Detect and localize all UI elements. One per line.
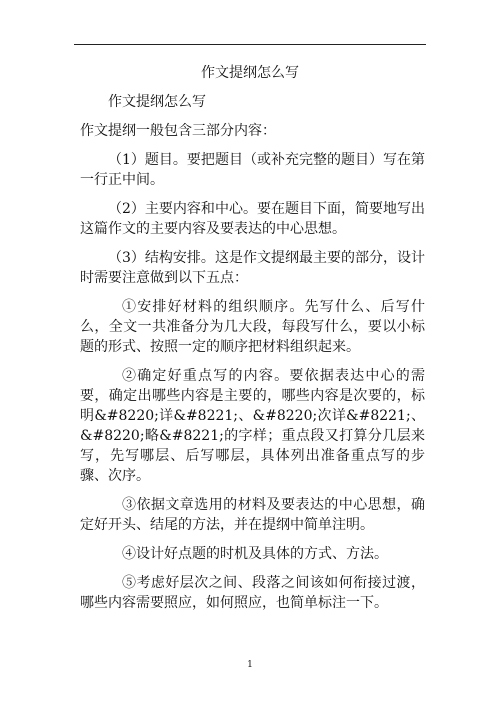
paragraph-intro: 作文提纲一般包含三部分内容： [80, 123, 276, 139]
paragraph-subpoint-4: ④设计好点题的时机及具体的方式、方法。 [122, 546, 388, 562]
paragraph-point-2: （2）主要内容和中心。要在题目下面，简要地写出这篇作文的主要内容及要表达的中心思想。 [80, 201, 425, 237]
header-rule [74, 44, 426, 45]
paragraph-point-1: （1）题目。要把题目（或补充完整的题目）写在第一行正中间。 [80, 152, 425, 188]
paragraph-subpoint-3: ③依据文章选用的材料及要表达的中心思想，确定好开头、结尾的方法，并在提纲中简单注明。 [80, 497, 425, 533]
paragraph-subpoint-5: ⑤考虑好层次之间、段落之间该如何衔接过渡，哪些内容需要照应，如何照应，也简单标注一下。 [80, 575, 425, 611]
document-body [80, 92, 425, 622]
paragraph-point-3: （3）结构安排。这是作文提纲最主要的部分，设计时需要注意做到以下五点： [80, 250, 425, 286]
paragraph-subpoint-1: ①安排好材料的组织顺序。先写什么、后写什么，全文一共准备分为几大段，每段写什么，要以小标题的形式、按照一定的顺序把材料组织起来。 [80, 299, 425, 355]
paragraph-subpoint-2: ②确定好重点写的内容。要依据表达中心的需要，确定出哪些内容是主要的，哪些内容是次要的，标明&#8220;详&#8221;、&#8220;次详&#8221;、&#8220;略&#8221;的字样；重点段又打算分几层来写，先写哪层、后写哪层，具体列出准备重点写的步骤、次序。 [80, 368, 425, 484]
page-number: 1 [247, 660, 253, 670]
paragraph-subtitle: 作文提纲怎么写 [108, 94, 206, 110]
document-title: 作文提纲怎么写 [201, 65, 299, 81]
